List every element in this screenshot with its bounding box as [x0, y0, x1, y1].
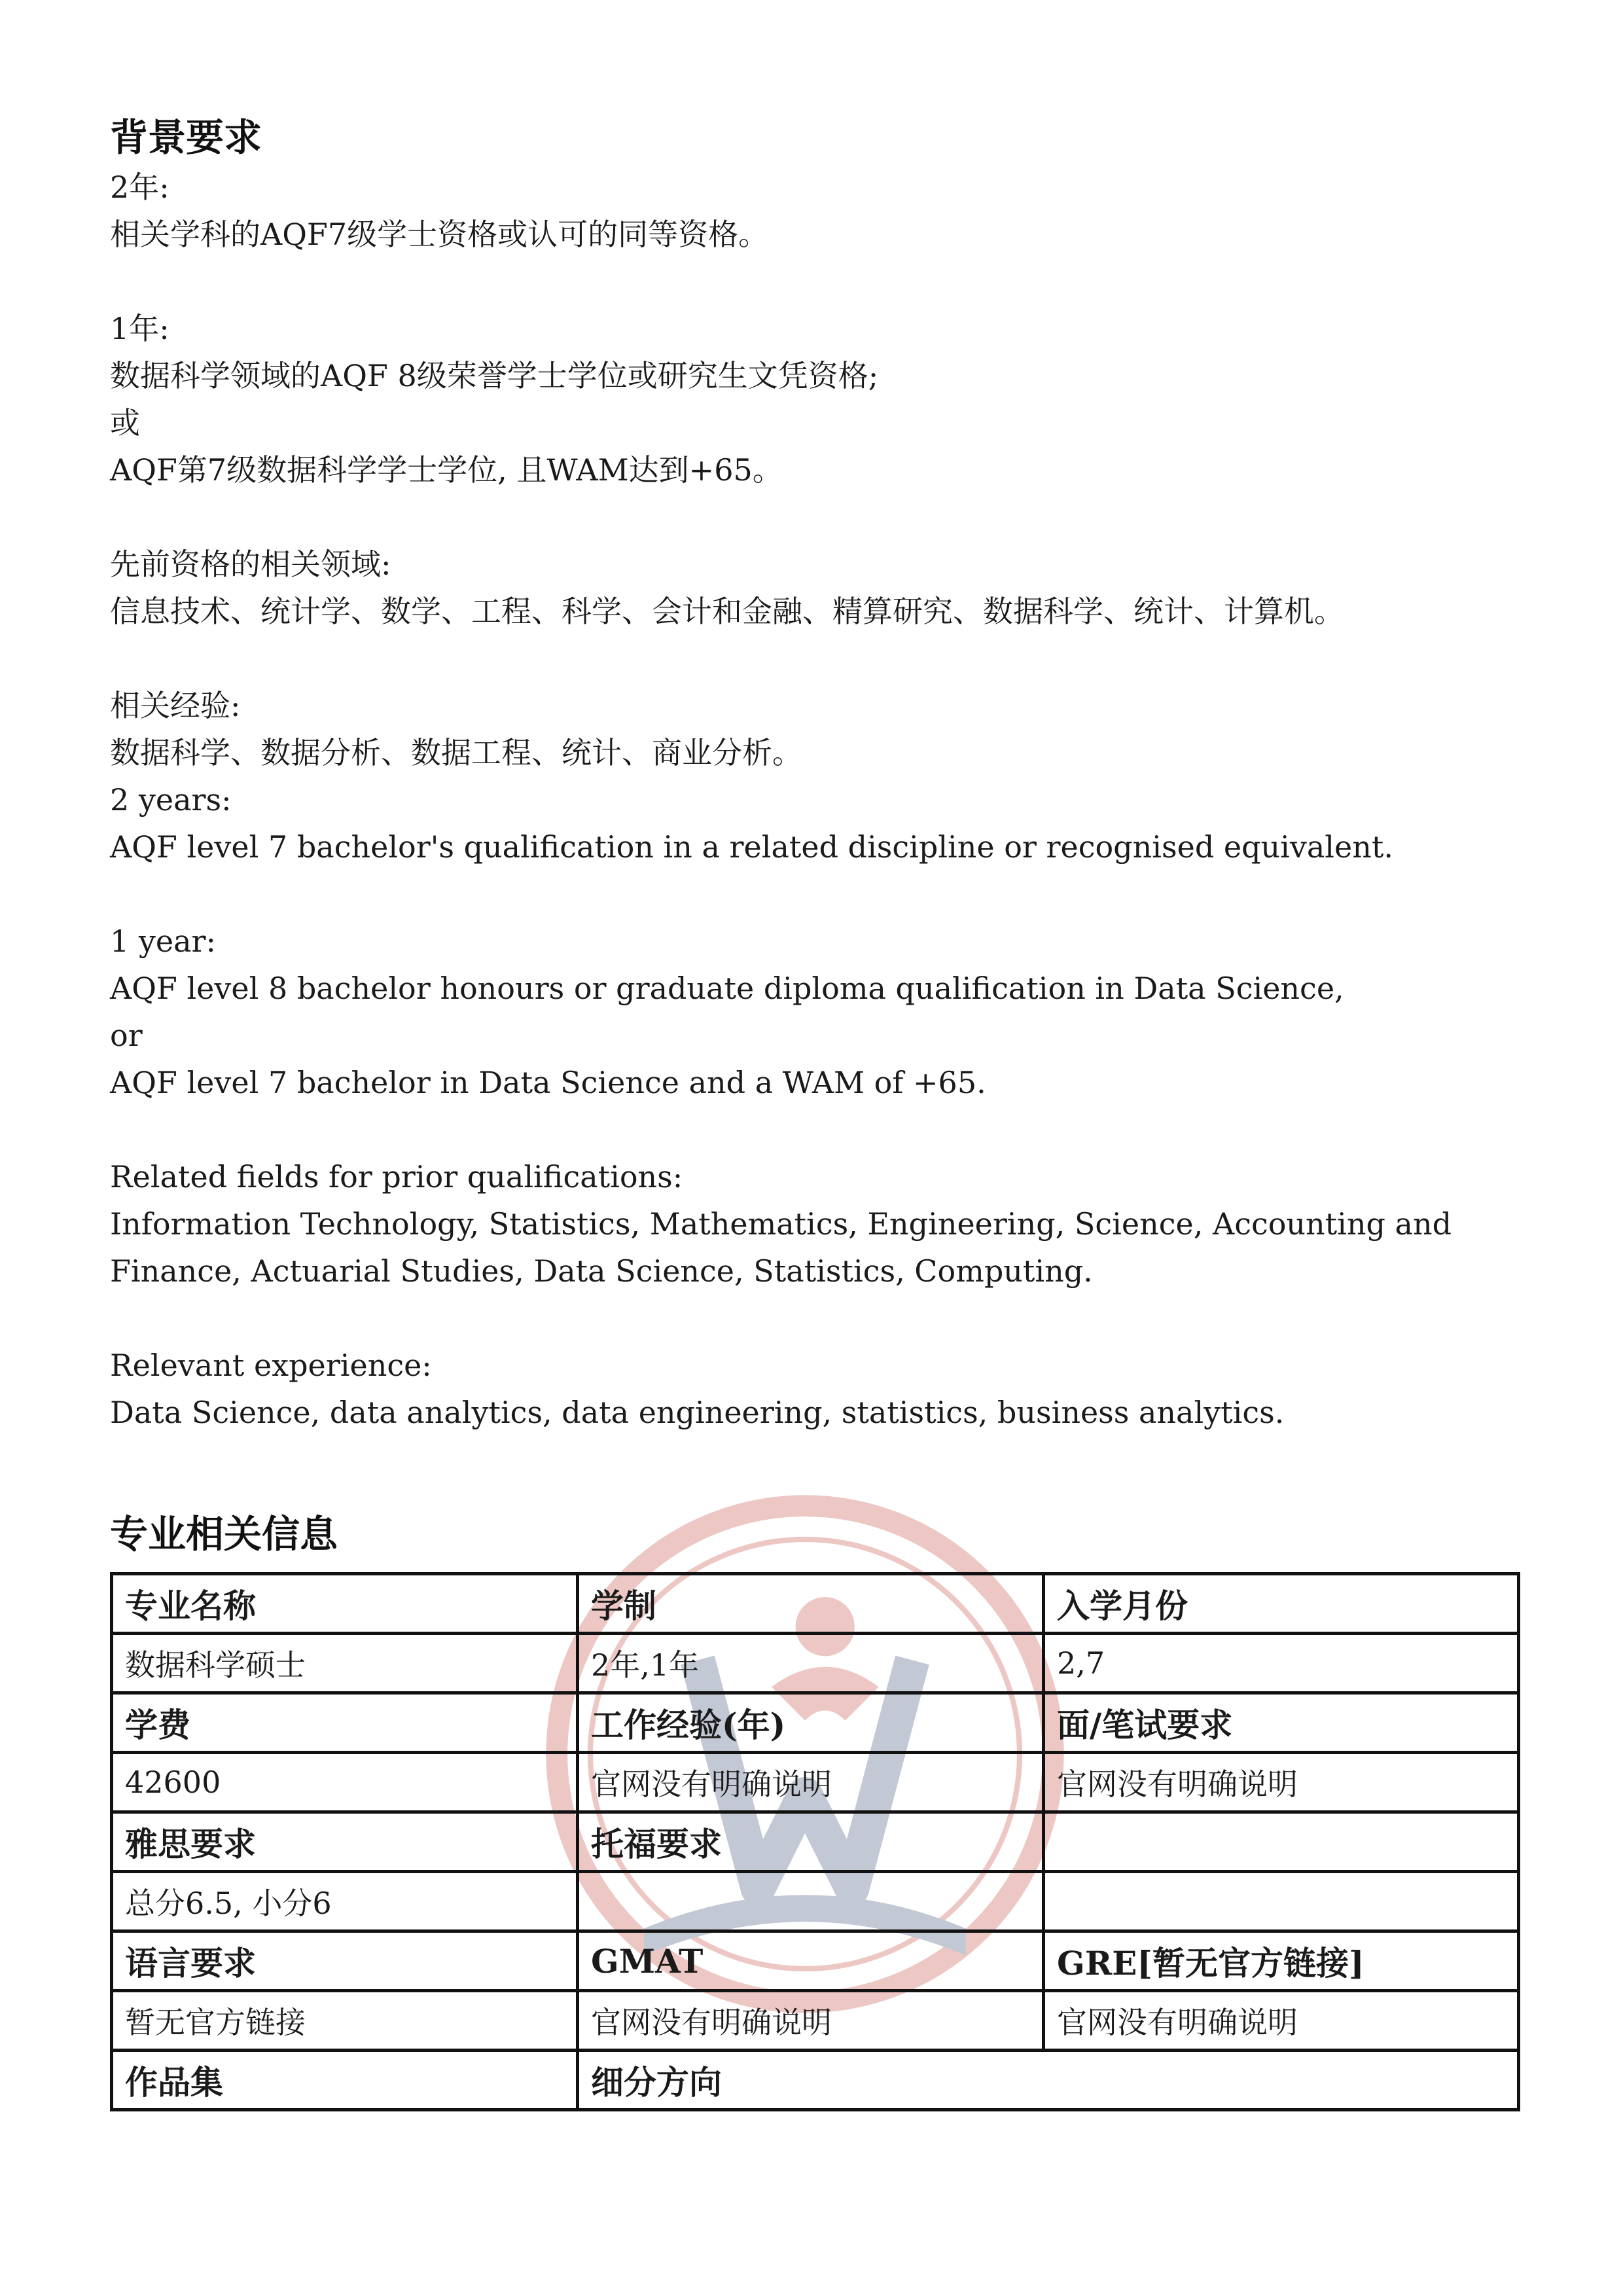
table-header-cell: 学制: [578, 1574, 1044, 1634]
table-cell: 42600: [112, 1753, 578, 1812]
table-header-cell: 细分方向: [578, 2051, 1519, 2110]
spacer: [110, 493, 1524, 541]
table-header-cell: 托福要求: [578, 1812, 1044, 1872]
program-info-table: [110, 1572, 1520, 2111]
en-fields-line1: Information Technology, Statistics, Mathematics, Engineering, Science, Accounting and: [110, 1206, 1452, 1242]
table-body: [112, 1574, 1519, 2110]
background-title: 背景要求: [110, 115, 262, 160]
program-title: 专业相关信息: [110, 1512, 338, 1556]
table-header-row: [112, 1693, 1519, 1753]
zh-exp: 数据科学、数据分析、数据工程、统计、商业分析。: [110, 735, 802, 770]
spacer: [110, 635, 1524, 682]
table-header-cell: 入学月份: [1044, 1574, 1519, 1634]
en-fields-label: Related fields for prior qualifications:: [110, 1159, 683, 1194]
en-two-year-req: AQF level 7 bachelor's qualification in a related discipline or recognised equivalent.: [110, 829, 1393, 865]
table-cell: [1044, 1872, 1519, 1931]
spacer: [110, 1106, 1524, 1153]
en-two-year-label: 2 years:: [110, 782, 232, 817]
en-exp-label: Relevant experience:: [110, 1348, 432, 1383]
zh-or: 或: [110, 405, 140, 440]
zh-one-year-req2: AQF第7级数据科学学士学位, 且WAM达到+65。: [110, 452, 783, 488]
table-cell: 官网没有明确说明: [578, 1991, 1044, 2051]
en-one-year-label: 1 year:: [110, 924, 217, 959]
table-header-cell: 专业名称: [112, 1574, 578, 1634]
en-one-year-req1: AQF level 8 bachelor honours or graduate diploma qualification in Data Science,: [110, 971, 1344, 1006]
table-cell: 2年,1年: [578, 1634, 1044, 1693]
zh-fields: 信息技术、统计学、数学、工程、科学、会计和金融、精算研究、数据科学、统计、计算机。: [110, 594, 1344, 629]
table-header-row: [112, 2051, 1519, 2110]
en-one-year-req2: AQF level 7 bachelor in Data Science and a WAM of +65.: [110, 1065, 986, 1100]
en-fields-line2: Finance, Actuarial Studies, Data Science, Statistics, Computing.: [110, 1253, 1093, 1289]
document-page: [110, 111, 1524, 2111]
zh-one-year-label: 1年:: [110, 311, 169, 346]
table-cell: 暂无官方链接: [112, 1991, 578, 2051]
table-cell: 总分6.5, 小分6: [112, 1872, 578, 1931]
zh-two-year-req: 相关学科的AQF7级学士资格或认可的同等资格。: [110, 217, 769, 252]
program-section: [110, 1508, 1524, 2111]
table-row: [112, 1991, 1519, 2051]
zh-exp-label: 相关经验:: [110, 688, 241, 723]
table-header-row: [112, 1812, 1519, 1872]
spacer: [110, 1295, 1524, 1342]
table-header-cell: GRE[暂无官方链接]: [1044, 1931, 1519, 1991]
spacer: [110, 258, 1524, 305]
table-header-cell: 作品集: [112, 2051, 578, 2110]
table-header-cell: GMAT: [578, 1931, 1044, 1991]
table-cell: 官网没有明确说明: [1044, 1753, 1519, 1812]
table-header-row: [112, 1931, 1519, 1991]
table-cell: 2,7: [1044, 1634, 1519, 1693]
table-header-cell: [1044, 1812, 1519, 1872]
table-row: [112, 1753, 1519, 1812]
table-header-row: [112, 1574, 1519, 1634]
table-cell: 官网没有明确说明: [578, 1753, 1044, 1812]
table-header-cell: 面/笔试要求: [1044, 1693, 1519, 1753]
zh-one-year-req1: 数据科学领域的AQF 8级荣誉学士学位或研究生文凭资格;: [110, 358, 879, 393]
en-exp: Data Science, data analytics, data engineering, statistics, business analytics.: [110, 1395, 1285, 1430]
table-cell: 数据科学硕士: [112, 1634, 578, 1693]
table-cell: [578, 1872, 1044, 1931]
table-header-cell: 学费: [112, 1693, 578, 1753]
table-header-cell: 语言要求: [112, 1931, 578, 1991]
spacer: [110, 870, 1524, 918]
table-cell: 官网没有明确说明: [1044, 1991, 1519, 2051]
table-row: [112, 1872, 1519, 1931]
zh-two-year-label: 2年:: [110, 170, 169, 205]
table-row: [112, 1634, 1519, 1693]
table-header-cell: 雅思要求: [112, 1812, 578, 1872]
en-or: or: [110, 1018, 143, 1053]
table-header-cell: 工作经验(年): [578, 1693, 1044, 1753]
zh-fields-label: 先前资格的相关领域:: [110, 547, 391, 582]
